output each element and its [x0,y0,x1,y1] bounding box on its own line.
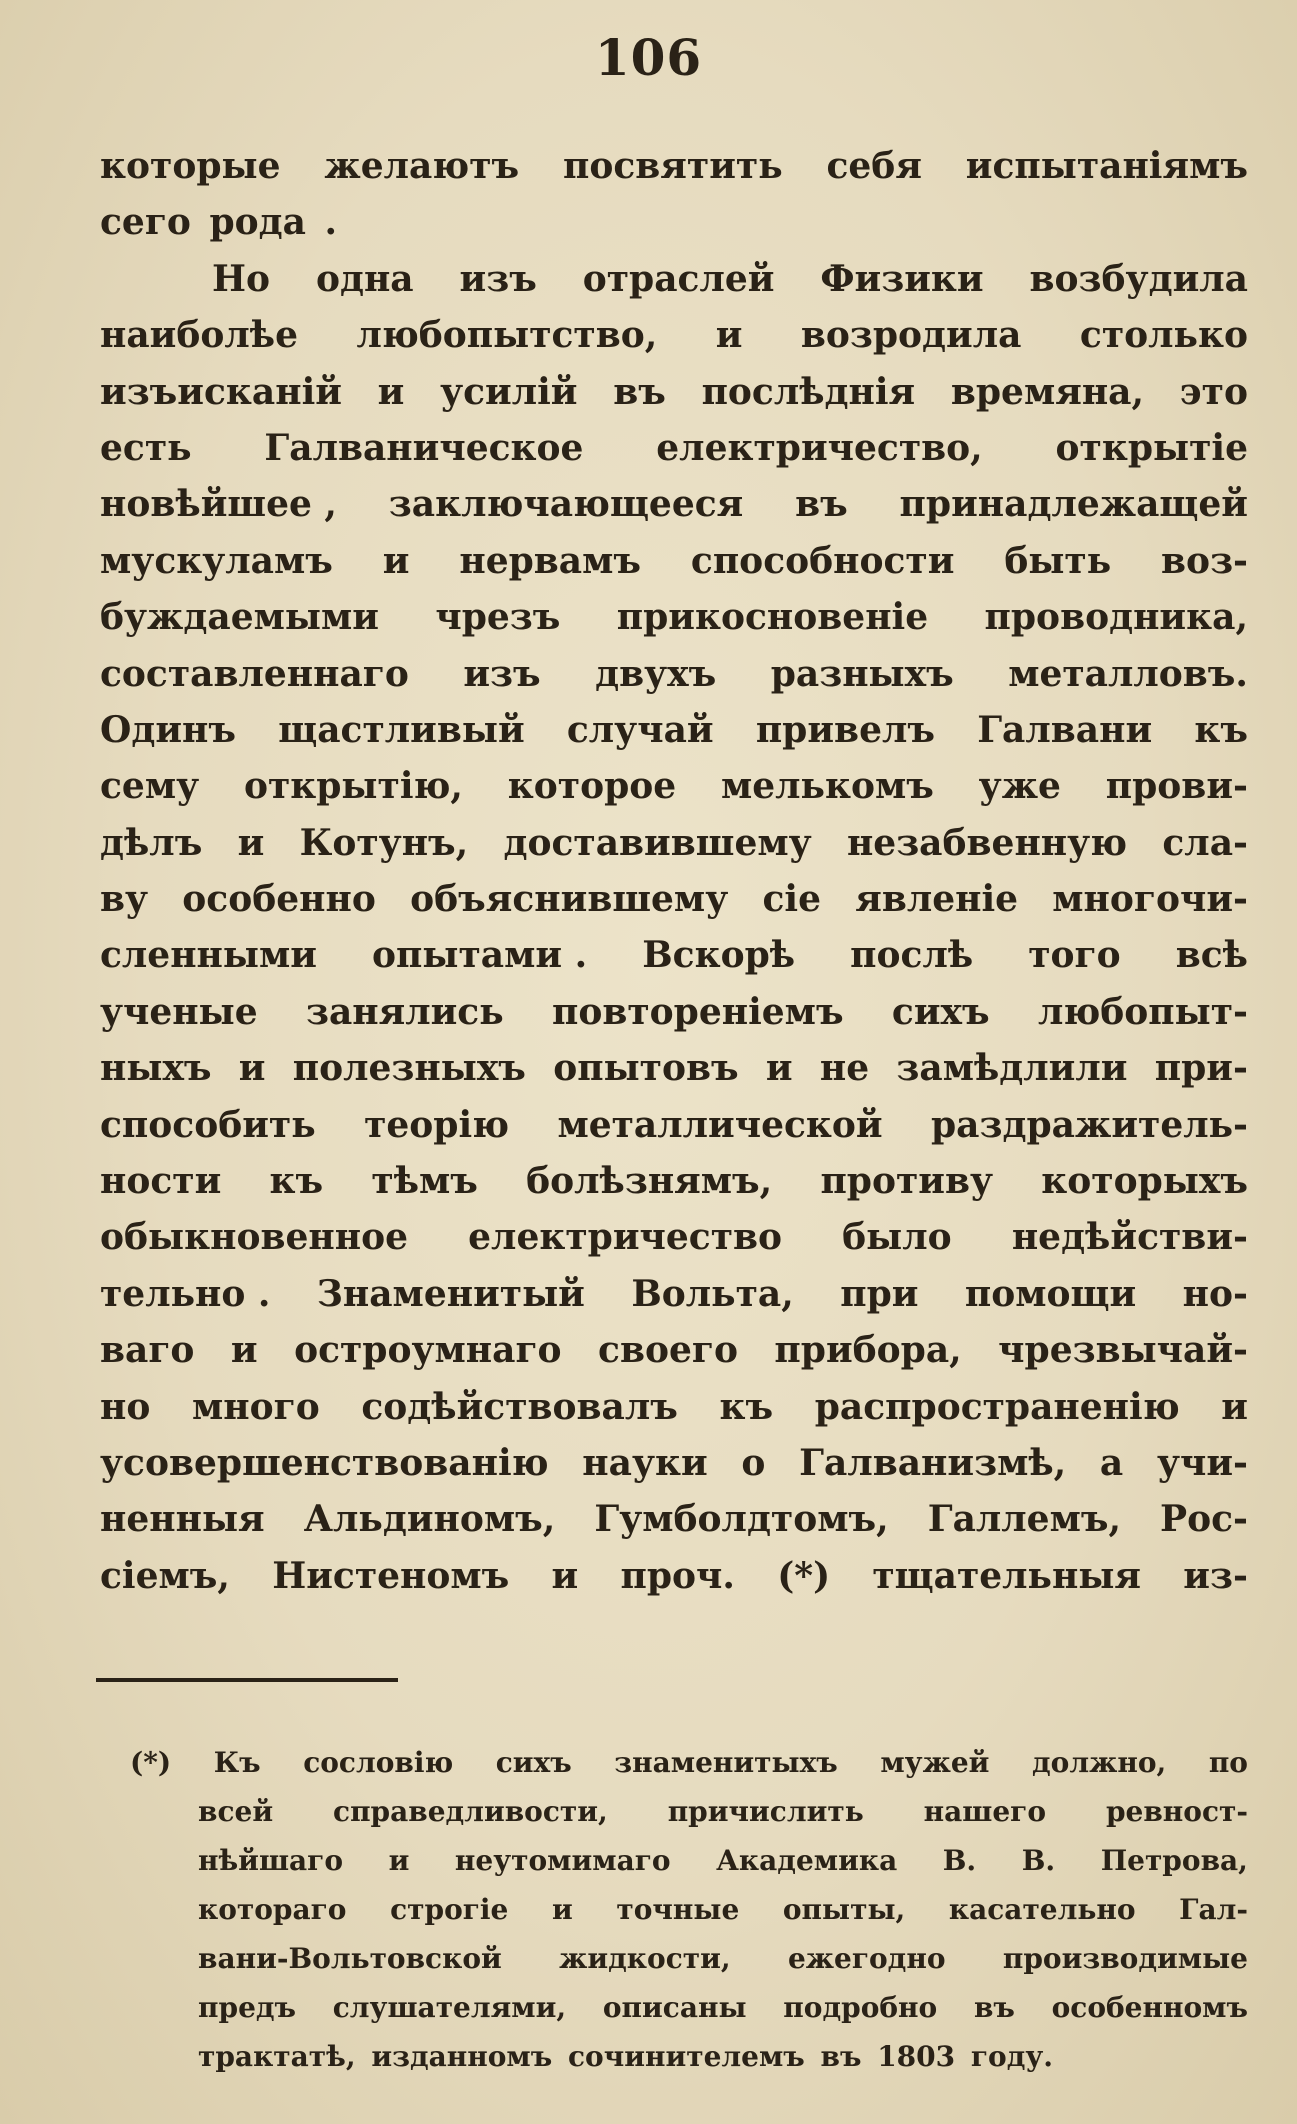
word: Рос- [1160,1498,1248,1541]
word: объяснившему [410,878,729,921]
word: ревност- [1105,1795,1248,1828]
word: проч. [620,1554,735,1597]
word: предъ [198,1991,297,2024]
text-line [100,589,1248,645]
word: тѣмъ [371,1160,478,1203]
word: усовершенствованію [100,1441,549,1484]
text-line [100,758,1248,814]
word: распространенію [814,1385,1180,1428]
word: явленіе [855,878,1019,921]
word: по [1208,1746,1248,1779]
word: сленными [100,934,317,977]
word: двухъ [595,652,717,695]
main-text [100,138,1248,1604]
word: изъ [463,652,541,695]
word: болѣзнямъ, [526,1160,773,1203]
word: сихъ [891,990,990,1033]
word: и [382,539,410,582]
word: и [551,1554,579,1597]
text-line [100,984,1248,1040]
word: при- [1154,1047,1248,1090]
word: всѣ [1175,934,1248,977]
word: посвятить [563,145,783,187]
text-line [100,194,1248,250]
text-line [100,138,1248,194]
word: полезныхъ [292,1047,526,1090]
text-line [100,815,1248,871]
text-line [100,1379,1248,1435]
word: послѣднія [701,370,916,413]
word: случай [566,708,714,751]
footnote-marker: (*) [777,1554,831,1597]
word: опытовъ [553,1047,739,1090]
word: любопыт- [1037,990,1248,1033]
word: Нистеномъ [272,1554,510,1597]
word: Вскорѣ [642,934,796,977]
word: Но [212,257,271,300]
word: Одинъ [100,708,237,751]
word: сіемъ, [100,1554,230,1597]
word: слушателями, [332,1991,567,2024]
text-line [100,702,1248,758]
word: науки [582,1441,708,1484]
text-line [100,1209,1248,1265]
word: привелъ [755,708,935,751]
word: касательно [948,1893,1136,1926]
text-line [100,927,1248,983]
text-line [100,1040,1248,1096]
word: проводника, [984,596,1248,639]
text-line [100,1548,1248,1604]
year: 1803 [877,2040,956,2073]
word: въ [795,483,848,526]
word: воз- [1161,539,1248,582]
word: къ [719,1385,774,1428]
text-line [100,364,1248,420]
word: и [1221,1385,1248,1428]
text-line [100,420,1248,476]
word: Галваническое [264,426,584,469]
word: въ [820,2040,862,2073]
word: из- [1183,1554,1248,1597]
word: В. [942,1844,977,1877]
footnote-line [130,1934,1248,1983]
word: незабвенную [846,821,1128,864]
word: причислить [667,1795,864,1828]
text-line [100,1435,1248,1491]
word: которые [100,145,281,187]
text-line [100,1097,1248,1153]
word: того [1028,934,1121,977]
footnote-marker: (*) [130,1746,172,1779]
word: и [388,1844,410,1877]
word: сочинителемъ [567,2040,805,2073]
word: а [1099,1441,1124,1484]
word: Петрова, [1100,1844,1248,1877]
word: при [840,1272,919,1315]
word: и [238,1047,266,1090]
word: испытаніямъ [965,145,1248,187]
paragraph-start-line [100,251,1248,307]
word: ненныя [100,1498,265,1541]
word: открытію, [243,765,463,808]
word: вани-Вольтовской [198,1942,502,1975]
word: году. [970,2040,1054,2073]
word: къ [1194,708,1248,751]
word: нѣйшаго [198,1844,344,1877]
word: изъисканій [100,370,342,413]
word: и [377,370,405,413]
word: которое [507,765,677,808]
word: опыты, [782,1893,906,1926]
word: точные [616,1893,740,1926]
word: уже [978,765,1061,808]
text-line [100,1153,1248,1209]
footnote [130,1738,1248,2081]
word: возбудила [1029,257,1248,300]
word: и [237,821,265,864]
word: ныхъ [100,1047,212,1090]
word: описаны [602,1991,747,2024]
word: Галвани [977,708,1153,751]
word: сословію [303,1746,454,1779]
word: чрезъ [435,596,561,639]
text-line [100,1266,1248,1322]
word: послѣ [850,934,974,977]
word: сему [100,765,200,808]
word: времяна, [950,370,1145,413]
word: Вольта, [631,1272,794,1315]
word: не [819,1047,870,1090]
footnote-line [130,1836,1248,1885]
word: подробно [783,1991,938,2024]
word: изданномъ [371,2040,553,2073]
word: буждаемыми [100,596,379,639]
word: занялись [305,990,504,1033]
word: нервамъ [459,539,642,582]
word: знаменитыхъ [614,1746,838,1779]
word: раздражитель- [931,1103,1248,1146]
word: новѣйшее , [100,483,337,526]
word: это [1179,370,1248,413]
word: тщательныя [872,1554,1142,1597]
word: особенно [182,878,376,921]
word: В. [1021,1844,1056,1877]
word: опытами . [372,934,588,977]
word: въ [973,1991,1015,2024]
footnote-line [130,2032,1248,2081]
word: Гумболдтомъ, [594,1498,889,1541]
word: доставившему [503,821,812,864]
word: открытіе [1055,426,1248,469]
word: рода . [209,201,338,244]
word: учи- [1156,1441,1248,1484]
word: металлической [557,1103,883,1146]
word: сихъ [495,1746,572,1779]
word: металловъ. [1008,652,1248,695]
word: есть [100,426,192,469]
word: остроумнаго [294,1329,562,1372]
footnote-line [130,1787,1248,1836]
word: своего [598,1329,738,1372]
word: Академика [716,1844,898,1877]
word: и [715,314,743,357]
word: нашего [923,1795,1047,1828]
word: Физики [820,257,984,300]
word: ву [100,878,149,921]
word: принадлежащей [899,483,1248,526]
word: неутомимаго [454,1844,671,1877]
word: Галлемъ, [927,1498,1121,1541]
word: котораго [198,1893,347,1926]
word: быть [1004,539,1112,582]
word: прови- [1105,765,1248,808]
word: жидкости, [559,1942,731,1975]
word: себя [826,145,922,187]
word: способности [690,539,955,582]
word: но [100,1385,151,1428]
text-line [100,307,1248,363]
word: должно, [1031,1746,1167,1779]
word: недѣйстви- [1011,1216,1248,1259]
word: сіе [762,878,821,921]
word: одна [315,257,414,300]
footnote-separator [96,1678,398,1682]
word: Знаменитый [316,1272,585,1315]
word: противу [820,1160,994,1203]
word: возродила [800,314,1022,357]
word: содѣйствовалъ [361,1385,678,1428]
word: и [230,1329,258,1372]
word: помощи [964,1272,1137,1315]
footnote-line [130,1885,1248,1934]
page-number: 106 [594,28,703,87]
word: ежегодно [787,1942,946,1975]
word: мелькомъ [720,765,934,808]
word: изъ [459,257,537,300]
word: ваго [100,1329,195,1372]
word: и [765,1047,793,1090]
word: Галванизмѣ, [799,1441,1067,1484]
word: електричество [468,1216,783,1259]
text-line [100,533,1248,589]
word: теорію [364,1103,510,1146]
word: любопытство, [356,314,658,357]
word: дѣлъ [100,821,203,864]
word: трактатѣ, [198,2040,356,2073]
word: заключающееся [388,483,744,526]
word: къ [269,1160,324,1203]
word: столько [1079,314,1248,357]
word: всей [198,1795,274,1828]
word: Гал- [1179,1893,1248,1926]
text-line [100,1491,1248,1547]
word: тельно . [100,1272,271,1315]
word: справедливости, [333,1795,608,1828]
word: о [741,1441,766,1484]
word: много [192,1385,320,1428]
footnote-line [130,1738,1248,1787]
word: мужей [880,1746,990,1779]
word: повтореніемъ [551,990,844,1033]
word: особенномъ [1051,1991,1248,2024]
word: сла- [1162,821,1248,864]
word: Къ [213,1746,261,1779]
word: составленнаго [100,652,409,695]
text-line [100,871,1248,927]
word: способить [100,1103,316,1146]
word: но- [1182,1272,1248,1315]
footnote-line [130,1983,1248,2032]
text-line [100,476,1248,532]
word: наиболѣе [100,314,298,357]
word: Альдиномъ, [303,1498,556,1541]
word: сего [100,201,191,244]
word: и [551,1893,573,1926]
text-line [100,646,1248,702]
word: Котунъ, [299,821,469,864]
word: обыкновенное [100,1216,409,1259]
word: чрезвычай- [998,1329,1248,1372]
word: желаютъ [324,145,520,187]
text-line [100,1322,1248,1378]
word: мускуламъ [100,539,333,582]
word: ности [100,1160,222,1203]
word: которыхъ [1041,1160,1248,1203]
word: было [842,1216,952,1259]
word: замѣдлили [896,1047,1128,1090]
word: многочи- [1052,878,1248,921]
word: въ [613,370,666,413]
word: прибора, [774,1329,962,1372]
word: щастливый [278,708,525,751]
word: производимые [1002,1942,1248,1975]
word: електричество, [656,426,983,469]
word: строгіе [390,1893,509,1926]
word: ученые [100,990,258,1033]
word: разныхъ [770,652,954,695]
word: отраслей [582,257,775,300]
word: усилій [440,370,578,413]
word: прикосновеніе [616,596,929,639]
